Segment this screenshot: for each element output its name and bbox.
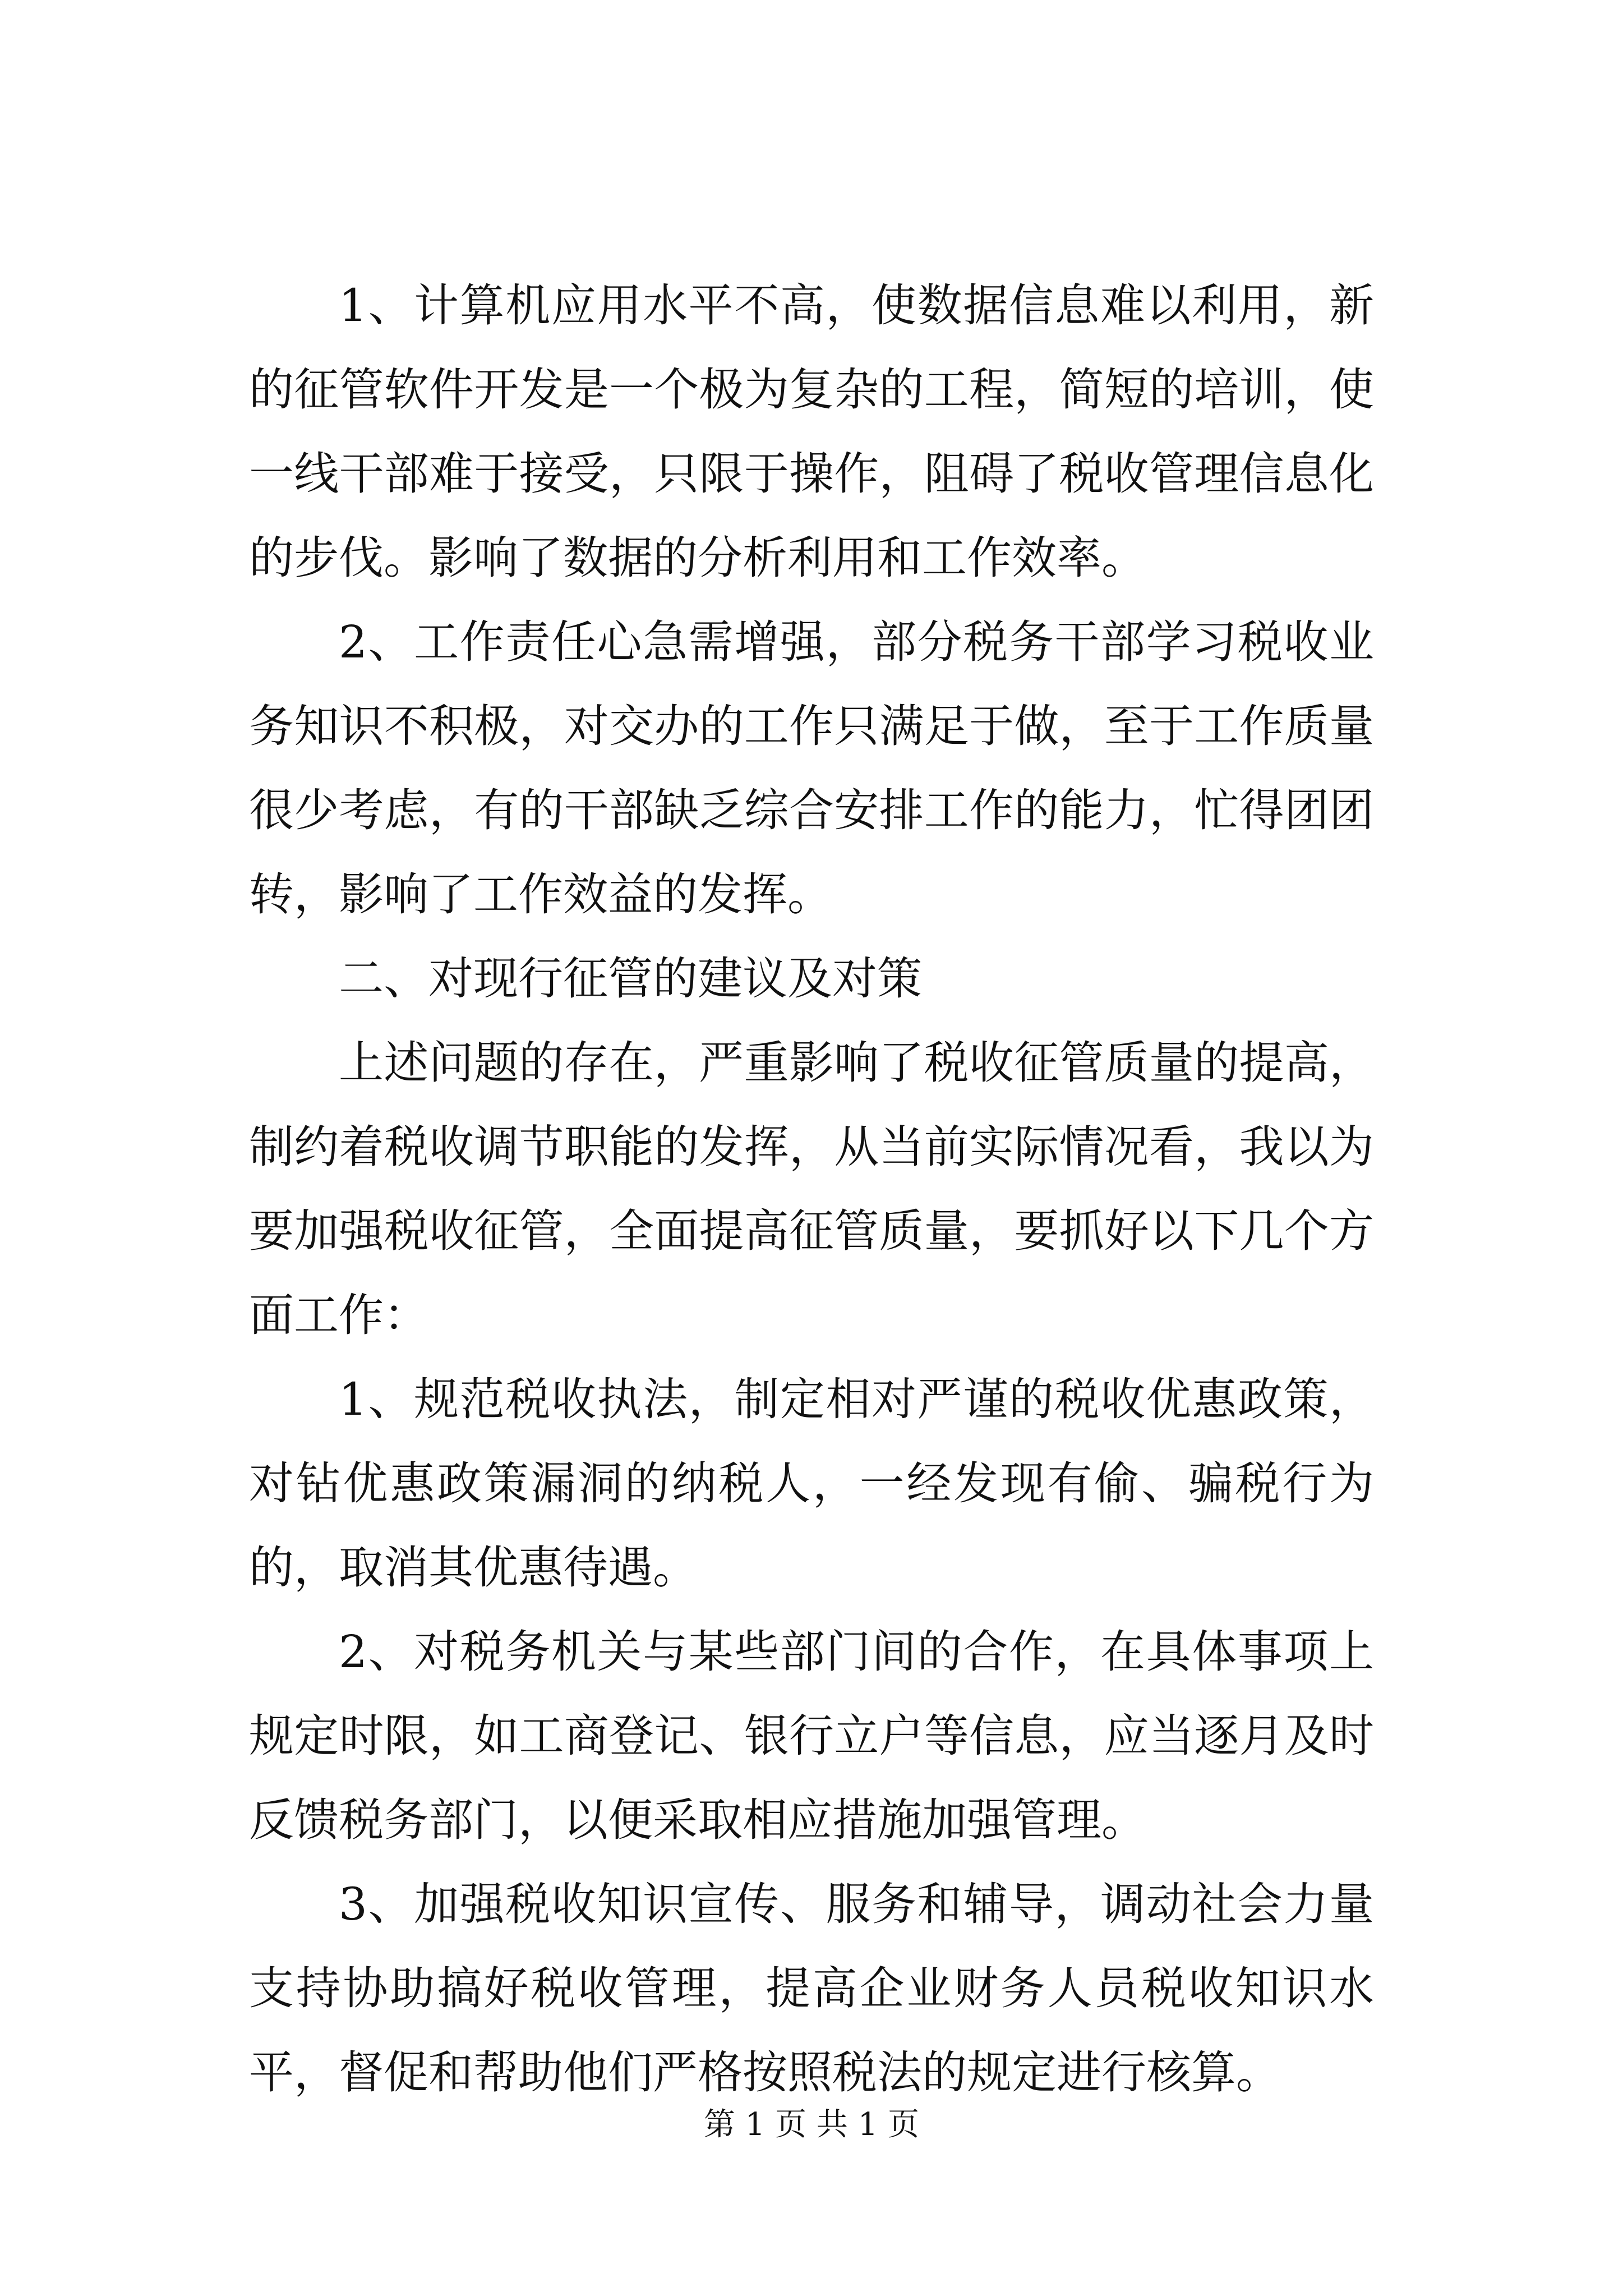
page-footer: 第 1 页 共 1 页 [703,2106,920,2143]
paragraph-problem-summary: 上述问题的存在，严重影响了税收征管质量的提高，制约着税收调节职能的发挥，从当前实际情况看，我以为要加强税收征管，全面提高征管质量，要抓好以下几个方面工作： [249,1037,1374,1341]
section-heading-suggestions: 二、对现行征管的建议及对策 [339,953,922,1005]
paragraph-work-responsibility: 2、工作责任心急需增强，部分税务干部学习税收业务知识不积极，对交办的工作只满足于做，至于工作质量很少考虑，有的干部缺乏综合安排工作的能力，忙得团团转，影响了工作效益的发挥。 [249,616,1374,921]
paragraph-computer-application: 1、计算机应用水平不高，使数据信息难以利用，新的征管软件开发是一个极为复杂的工程，简短的培训，使一线干部难于接受，只限于操作，阻碍了税收管理信息化的步伐。影响了数据的分析利用和工作效率。 [249,279,1374,584]
document-body [249,264,1374,2115]
paragraph-standardize-enforcement: 1、规范税收执法，制定相对严谨的税收优惠政策，对钻优惠政策漏洞的纳税人，一经发现有偷、骗税行为的，取消其优惠待遇。 [249,1373,1374,1594]
paragraph-tax-education: 3、加强税收知识宣传、服务和辅导，调动社会力量支持协助搞好税收管理，提高企业财务人员税收知识水平，督促和帮助他们严格按照税法的规定进行核算。 [249,1878,1374,2099]
paragraph-department-cooperation: 2、对税务机关与某些部门间的合作，在具体事项上规定时限，如工商登记、银行立户等信息，应当逐月及时反馈税务部门，以便采取相应措施加强管理。 [249,1626,1374,1846]
